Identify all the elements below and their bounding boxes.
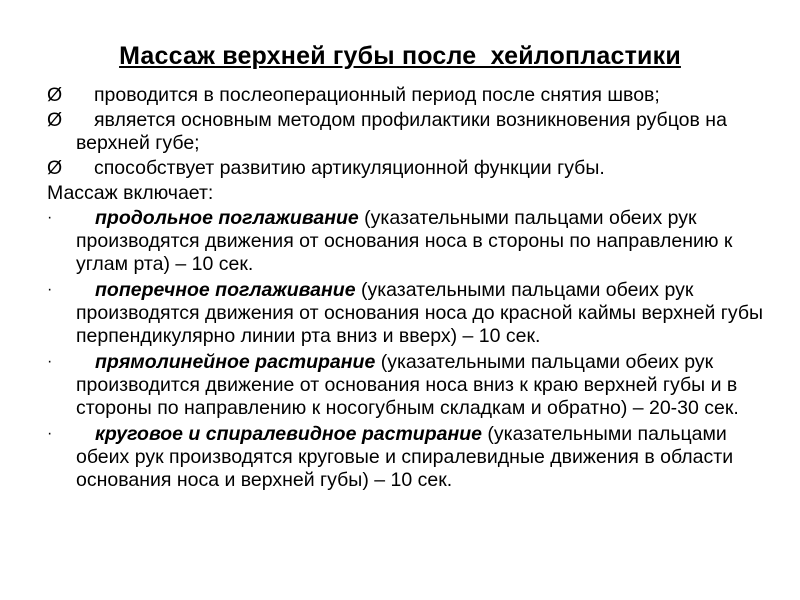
arrow-bullet-icon: Ø (47, 109, 63, 131)
bullet-text: является основным методом профилактики возникновения рубцов на верхней губе; (76, 109, 727, 154)
technique-item (47, 351, 767, 420)
dot-bullet-icon: · (47, 281, 53, 298)
slide-title: Массаж верхней губы после хейлопластики (119, 42, 681, 70)
technique-name: прямолинейное растирание (95, 351, 376, 373)
slide-body (47, 84, 767, 495)
technique-item (47, 207, 767, 276)
dot-bullet-icon: · (47, 425, 53, 442)
arrow-bullet-icon: Ø (47, 157, 63, 179)
technique-description: (указательными пальцами обеих рук производятся круговые и спиралевидные движения в области основания носа и верхней губы) – 10 сек. (76, 423, 734, 491)
dot-bullet-icon: · (47, 353, 53, 370)
bullet-text: способствует развитию артикуляционной функции губы. (94, 157, 605, 179)
arrow-bullet-icon: Ø (47, 84, 63, 106)
technique-description: (указательными пальцами обеих рук производится движение от основания носа вниз к краю верхней губы и в стороны по направлению к носогубным складкам и обратно) – 20-30 сек. (76, 351, 739, 419)
technique-name: продольное поглаживание (95, 207, 359, 229)
bullet-item (47, 157, 767, 180)
technique-item (47, 279, 767, 348)
technique-name: круговое и спиралевидное растирание (95, 423, 482, 445)
technique-item (47, 423, 767, 492)
bullet-item (47, 84, 767, 107)
technique-description: (указательными пальцами обеих рук производятся движения от основания носа до красной каймы верхней губы перпендикулярно линии рта вниз и вверх) – 10 сек. (76, 279, 764, 347)
bullet-item (47, 109, 767, 155)
includes-label: Массаж включает: (47, 182, 214, 204)
dot-bullet-icon: · (47, 209, 53, 226)
technique-name: поперечное поглаживание (95, 279, 356, 301)
bullet-text: проводится в послеоперационный период после снятия швов; (94, 84, 660, 106)
technique-description: (указательными пальцами обеих рук производятся движения от основания носа в стороны по направлению к углам рта) – 10 сек. (76, 207, 733, 275)
